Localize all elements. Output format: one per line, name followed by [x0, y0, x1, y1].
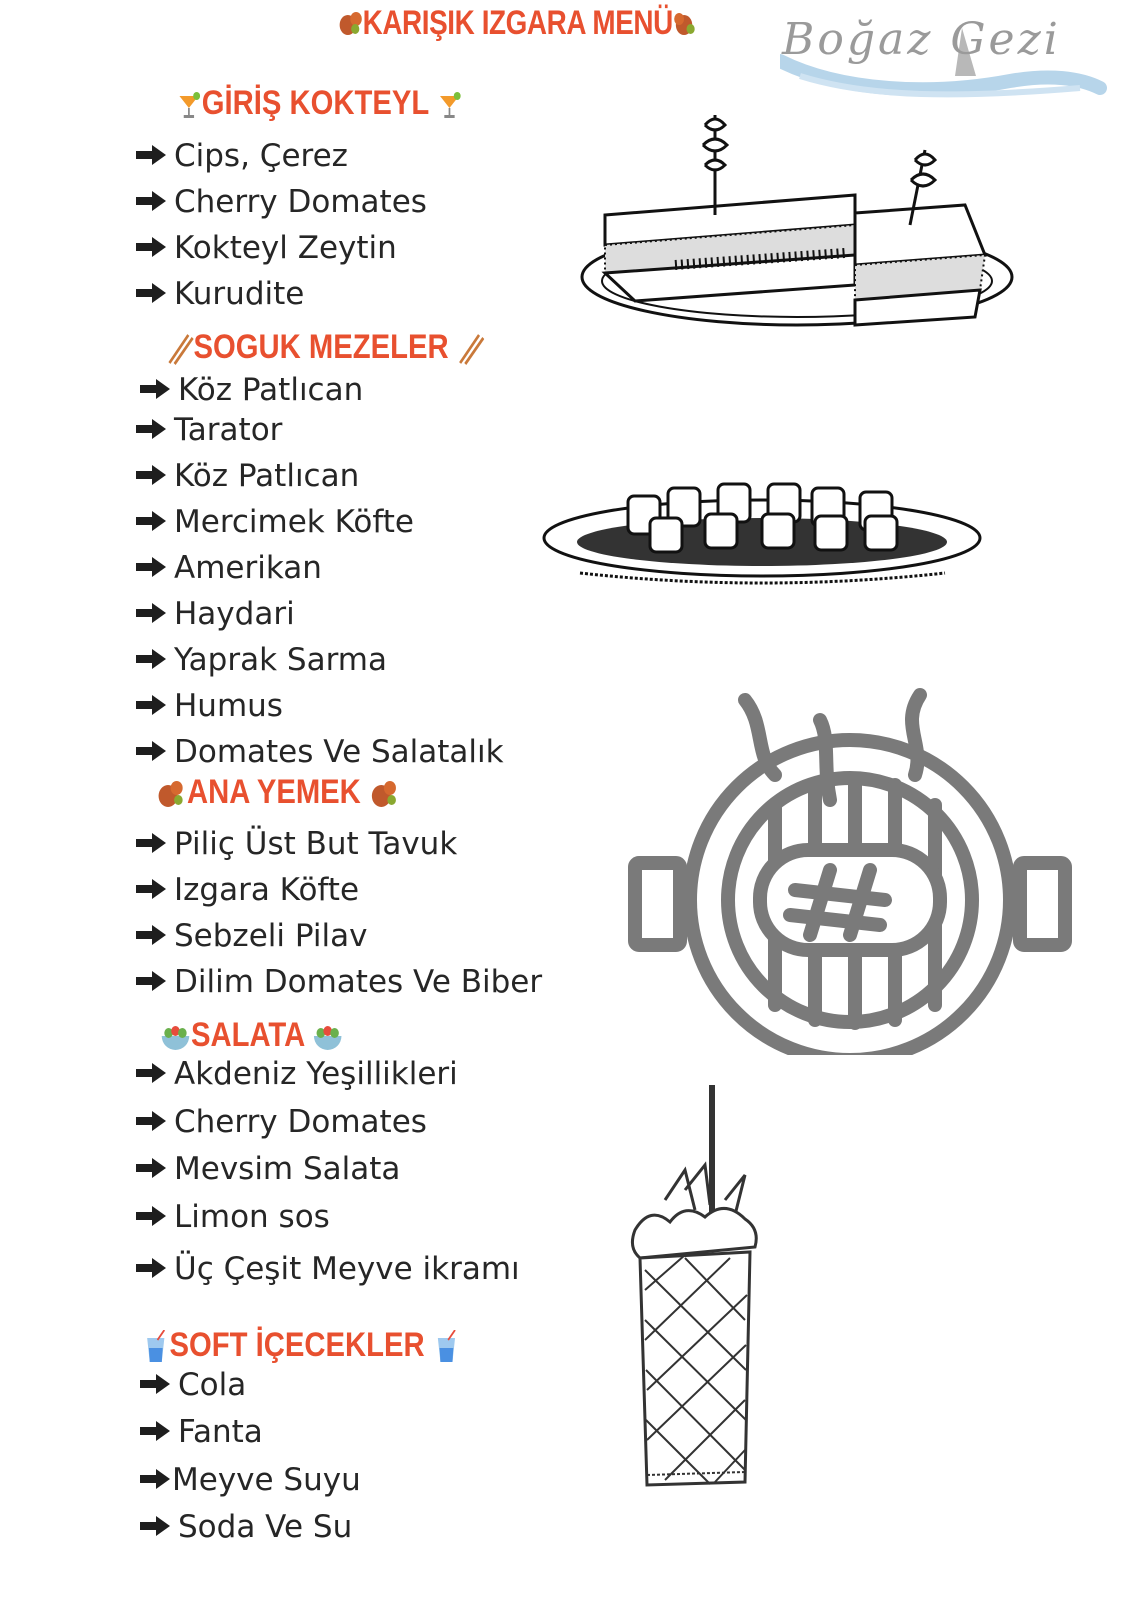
menu-item-label: Cherry Domates	[174, 184, 427, 220]
menu-item-label: Limon sos	[174, 1199, 330, 1235]
menu-item	[138, 372, 363, 408]
menu-item-label: Meyve Suyu	[172, 1462, 361, 1498]
menu-item	[134, 826, 457, 862]
menu-item-label: Yaprak Sarma	[174, 642, 387, 678]
arrow-right-icon	[134, 739, 168, 763]
menu-item	[134, 230, 397, 266]
menu-title	[338, 4, 697, 43]
meze-plate-illustration	[540, 478, 985, 593]
menu-title-text: KARIŞIK IZGARA MENÜ	[362, 4, 673, 42]
menu-item-label: Tarator	[174, 412, 283, 448]
menu-item-label: Cola	[178, 1367, 247, 1403]
menu-item-label: Cips, Çerez	[174, 138, 348, 174]
menu-item	[138, 1414, 263, 1450]
arrow-right-icon	[134, 1109, 168, 1133]
menu-item	[134, 184, 427, 220]
menu-item-label: Amerikan	[174, 550, 322, 586]
menu-item-label: Köz Patlıcan	[174, 458, 360, 494]
arrow-right-icon	[134, 693, 168, 717]
arrow-right-icon	[134, 1061, 168, 1085]
menu-item-label: Dilim Domates Ve Biber	[174, 964, 543, 1000]
menu-item	[134, 412, 282, 448]
section-heading-text: SOFT İÇECEKLER	[169, 1326, 425, 1364]
arrow-right-icon	[134, 235, 168, 259]
menu-item	[134, 1199, 330, 1235]
cocktail-icon	[437, 90, 463, 120]
menu-item	[134, 138, 348, 174]
menu-item-label: Köz Patlıcan	[178, 372, 364, 408]
grill-illustration	[625, 685, 1075, 1055]
menu-item	[134, 550, 322, 586]
menu-item-label: Cherry Domates	[174, 1104, 427, 1140]
menu-item	[134, 596, 295, 632]
arrow-right-icon	[134, 281, 168, 305]
arrow-right-icon	[138, 1419, 172, 1443]
chopsticks-icon	[457, 333, 485, 365]
menu-item	[134, 872, 359, 908]
menu-item-label: Üç Çeşit Meyve ikramı	[174, 1251, 520, 1287]
salad-icon	[160, 1022, 191, 1052]
arrow-right-icon	[138, 377, 172, 401]
menu-item	[138, 1509, 352, 1545]
menu-item-label: Mevsim Salata	[174, 1151, 401, 1187]
section-heading-salata	[160, 1016, 343, 1055]
arrow-right-icon	[134, 877, 168, 901]
arrow-right-icon	[134, 417, 168, 441]
menu-item-label: Kokteyl Zeytin	[174, 230, 397, 266]
arrow-right-icon	[138, 1467, 172, 1491]
menu-item	[134, 1056, 458, 1092]
chopsticks-icon	[166, 333, 194, 365]
menu-item-label: Soda Ve Su	[178, 1509, 353, 1545]
arrow-right-icon	[134, 601, 168, 625]
arrow-right-icon	[134, 463, 168, 487]
menu-item-label: Haydari	[174, 596, 295, 632]
menu-item-label: Domates Ve Salatalık	[174, 734, 504, 770]
arrow-right-icon	[134, 555, 168, 579]
soft-drink-icon	[142, 1330, 170, 1364]
cocktail-icon	[176, 90, 202, 120]
meatball-icon	[156, 778, 187, 810]
menu-item	[138, 1462, 361, 1498]
cocktail-glass-illustration	[625, 1080, 765, 1500]
menu-item	[134, 688, 283, 724]
menu-item-label: Izgara Köfte	[174, 872, 360, 908]
section-heading-ana-yemek	[156, 773, 400, 812]
meatball-icon	[338, 9, 363, 37]
sandwich-plate-illustration	[575, 105, 1020, 340]
menu-item	[134, 276, 304, 312]
arrow-right-icon	[134, 1204, 168, 1228]
arrow-right-icon	[134, 923, 168, 947]
section-heading-soft-icecekler	[142, 1326, 460, 1365]
menu-item	[134, 504, 414, 540]
arrow-right-icon	[134, 509, 168, 533]
arrow-right-icon	[138, 1372, 172, 1396]
section-heading-text: GİRİŞ KOKTEYL	[201, 84, 429, 122]
salad-icon	[312, 1022, 343, 1052]
arrow-right-icon	[138, 1514, 172, 1538]
menu-item-label: Fanta	[178, 1414, 263, 1450]
soft-drink-icon	[433, 1330, 461, 1364]
menu-item-label: Mercimek Köfte	[174, 504, 414, 540]
menu-item-label: Sebzeli Pilav	[174, 918, 368, 954]
meatball-icon	[369, 778, 400, 810]
section-heading-soguk-mezeler	[166, 328, 484, 367]
arrow-right-icon	[134, 969, 168, 993]
menu-item	[134, 734, 504, 770]
menu-item	[134, 918, 367, 954]
section-heading-text: SALATA	[190, 1016, 305, 1054]
menu-item	[134, 1251, 520, 1287]
menu-item	[134, 642, 387, 678]
arrow-right-icon	[134, 189, 168, 213]
arrow-right-icon	[134, 647, 168, 671]
menu-item	[134, 1104, 427, 1140]
arrow-right-icon	[134, 1256, 168, 1280]
arrow-right-icon	[134, 1156, 168, 1180]
menu-item-label: Piliç Üst But Tavuk	[174, 826, 458, 862]
logo-text: Boğaz Gezi	[782, 14, 1061, 65]
menu-item-label: Kurudite	[174, 276, 305, 312]
section-heading-text: ANA YEMEK	[186, 773, 361, 811]
section-heading-text: SOGUK MEZELER	[193, 328, 449, 366]
menu-item-label: Humus	[174, 688, 283, 724]
menu-item-label: Akdeniz Yeşillikleri	[174, 1056, 458, 1092]
arrow-right-icon	[134, 143, 168, 167]
menu-item	[134, 458, 359, 494]
brand-logo	[780, 6, 1110, 106]
menu-item	[134, 964, 542, 1000]
meatball-icon	[673, 9, 698, 37]
menu-item	[138, 1367, 246, 1403]
menu-item	[134, 1151, 400, 1187]
arrow-right-icon	[134, 831, 168, 855]
section-heading-giris-kokteyl	[176, 84, 463, 123]
